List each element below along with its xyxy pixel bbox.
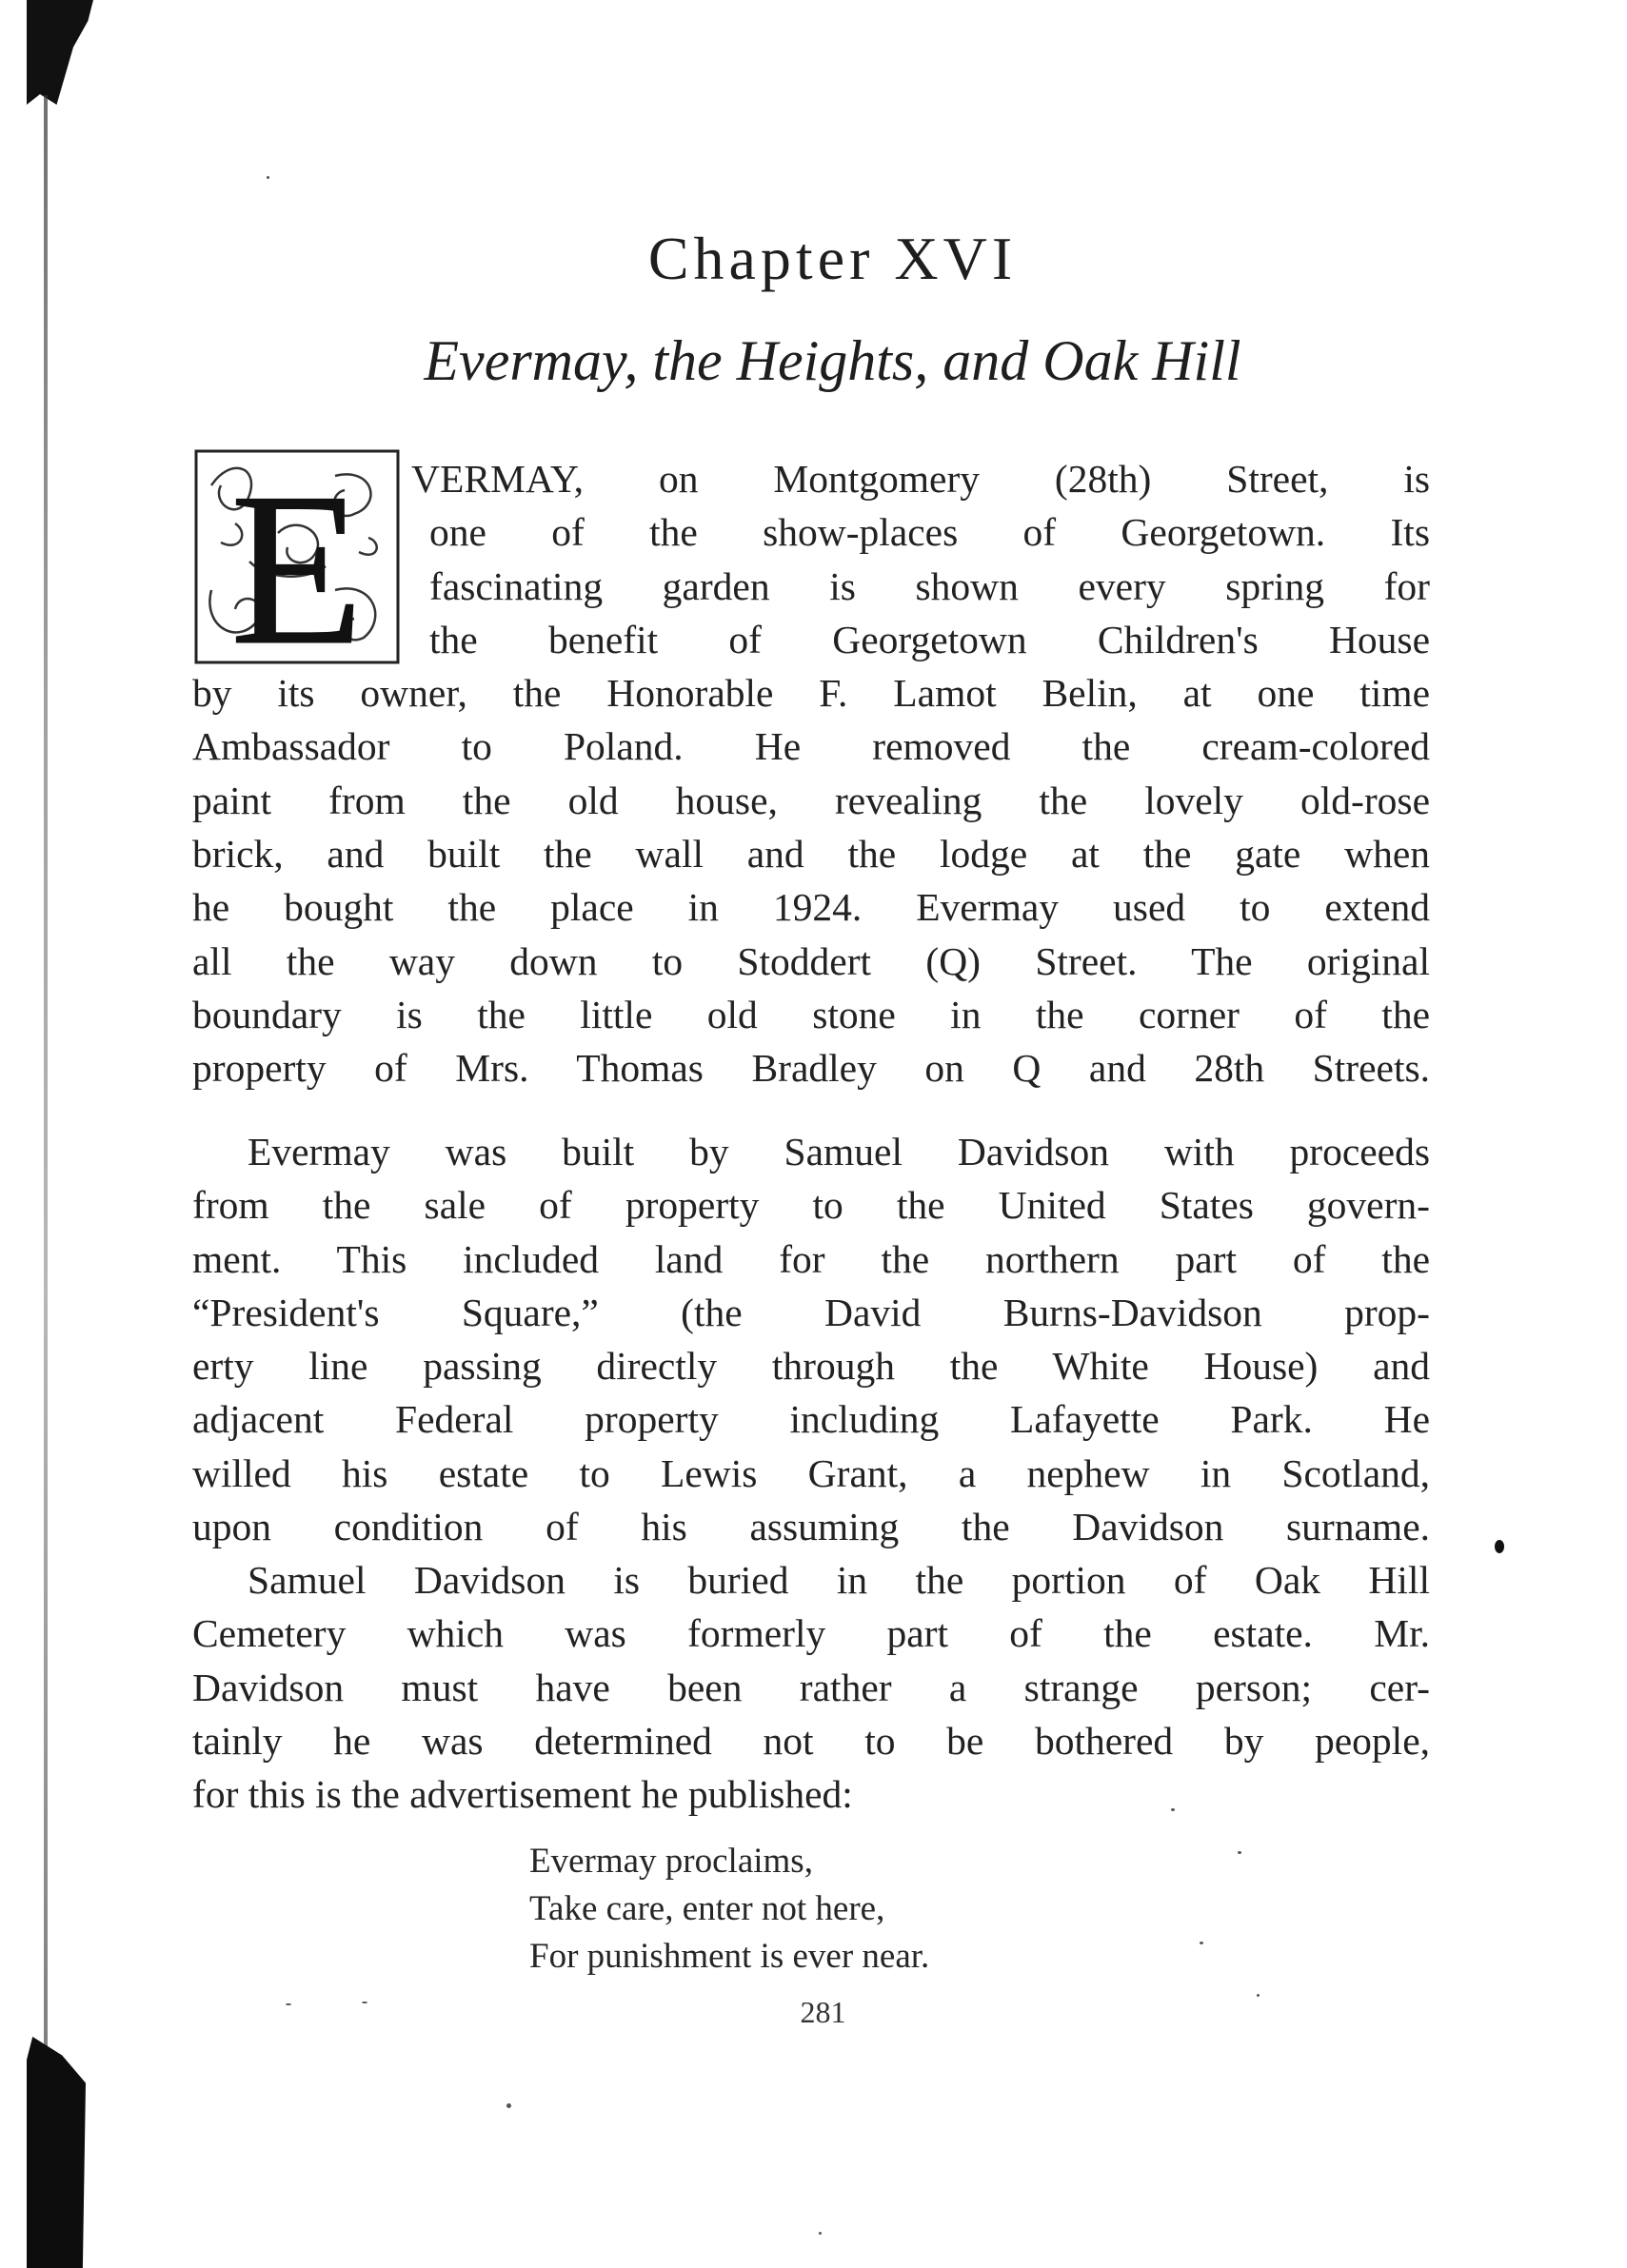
verse-line: Evermay proclaims, bbox=[529, 1842, 813, 1881]
text-line: boundary is the little old stone in the corner of the bbox=[192, 992, 1430, 1036]
chapter-subtitle: Evermay, the Heights, and Oak Hill bbox=[424, 329, 1241, 392]
text-line: upon condition of his assuming the Davidson surname. bbox=[192, 1505, 1430, 1549]
text-line: for this is the advertisement he published: bbox=[192, 1772, 853, 1817]
scan-edge-top-mark bbox=[27, 0, 93, 105]
scan-speck bbox=[1257, 1994, 1260, 1997]
paragraph-2 bbox=[192, 1125, 1430, 1553]
text-line: ment. This included land for the northern part of the bbox=[192, 1236, 1430, 1281]
text-line: one of the show-places of Georgetown. Its bbox=[429, 510, 1430, 555]
text-line: brick, and built the wall and the lodge at the gate when bbox=[192, 832, 1430, 877]
scan-speck bbox=[1171, 1808, 1175, 1811]
text-line: fascinating garden is shown every spring for bbox=[429, 563, 1430, 608]
text-line: by its owner, the Honorable F. Lamot Belin, at one time bbox=[192, 671, 1430, 716]
scan-edge-bottom-mark bbox=[27, 2037, 86, 2268]
scan-speck bbox=[362, 2002, 367, 2003]
verse-line: For punishment is ever near. bbox=[529, 1937, 930, 1976]
text-line: Davidson must have been rather a strange person; cer- bbox=[192, 1665, 1430, 1709]
scan-speck bbox=[1495, 1540, 1504, 1553]
dropcap-letter: E bbox=[229, 447, 365, 666]
page-number: 281 bbox=[800, 1995, 846, 2029]
text-line: he bought the place in 1924. Evermay used to extend bbox=[192, 885, 1430, 930]
text-line: willed his estate to Lewis Grant, a nephew in Scotland, bbox=[192, 1450, 1430, 1495]
text-line: Samuel Davidson is buried in the portion of Oak Hill bbox=[248, 1558, 1430, 1602]
text-line: Ambassador to Poland. He removed the cream-colored bbox=[192, 724, 1430, 769]
text-line: paint from the old house, revealing the lovely old-rose bbox=[192, 778, 1430, 822]
text-line: Cemetery which was formerly part of the estate. Mr. bbox=[192, 1611, 1430, 1656]
paragraph-1 bbox=[192, 452, 1430, 1095]
verse-block bbox=[529, 1838, 929, 1981]
scan-edge-line bbox=[44, 95, 48, 2094]
scan-speck bbox=[1238, 1851, 1241, 1854]
scan-speck bbox=[286, 2003, 291, 2005]
chapter-title: Chapter XVI bbox=[647, 225, 1018, 292]
text-line: erty line passing directly through the White House) and bbox=[192, 1344, 1430, 1389]
text-line: from the sale of property to the United States govern- bbox=[192, 1183, 1430, 1228]
text-line: VERMAY, on Montgomery (28th) Street, is bbox=[411, 457, 1430, 501]
text-line: tainly he was determined not to be bothered by people, bbox=[192, 1718, 1430, 1763]
text-line: “President's Square,” (the David Burns-Davidson prop- bbox=[192, 1290, 1430, 1334]
scan-speck bbox=[506, 2103, 511, 2108]
scan-speck bbox=[267, 176, 269, 179]
text-line: the benefit of Georgetown Children's House bbox=[429, 617, 1430, 661]
scan-speck bbox=[1200, 1942, 1203, 1944]
scan-speck bbox=[819, 2232, 822, 2235]
text-line: all the way down to Stoddert (Q) Street. The original bbox=[192, 938, 1430, 983]
verse-line: Take care, enter not here, bbox=[529, 1889, 885, 1928]
text-line: adjacent Federal property including Lafayette Park. He bbox=[192, 1397, 1430, 1442]
paragraph-3 bbox=[192, 1553, 1430, 1821]
text-line: Evermay was built by Samuel Davidson with proceeds bbox=[248, 1130, 1430, 1173]
text-line: property of Mrs. Thomas Bradley on Q and 28th Streets. bbox=[192, 1046, 1430, 1091]
